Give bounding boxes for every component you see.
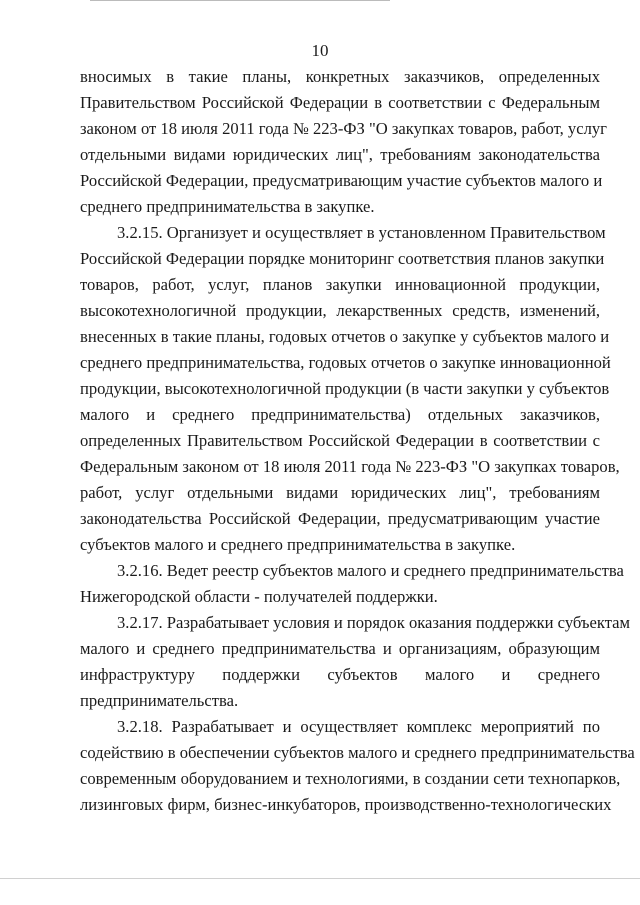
text-line: малого и среднего предпринимательства и организациям, образующим — [80, 639, 600, 658]
text-line: Российской Федерации, предусматривающим участие субъектов малого и — [80, 171, 603, 190]
paragraph-3-2-15-start: 3.2.15. Организует и осуществляет в установленном Правительством — [117, 223, 606, 242]
text-line: субъектов малого и среднего предпринимательства в закупке. — [80, 535, 516, 554]
text-line: высокотехнологичной продукции, лекарственных средств, изменений, — [80, 301, 600, 320]
text-line: отдельными видами юридических лиц", требованиям законодательства — [80, 145, 600, 164]
text-line: лизинговых фирм, бизнес-инкубаторов, производственно-технологических — [80, 795, 612, 814]
text-line: продукции, высокотехнологичной продукции (в части закупки у субъектов — [80, 379, 610, 398]
top-border-line — [90, 0, 390, 1]
text-line: среднего предпринимательства, годовых отчетов о закупке инновационной — [80, 353, 611, 372]
text-line: вносимых в такие планы, конкретных заказчиков, определенных — [80, 67, 600, 86]
text-line: Российской Федерации порядке мониторинг соответствия планов закупки — [80, 249, 605, 268]
text-line: законом от 18 июля 2011 года № 223-ФЗ "О закупках товаров, работ, услуг — [80, 119, 607, 138]
text-line: внесенных в такие планы, годовых отчетов о закупке у субъектов малого и — [80, 327, 610, 346]
text-line: работ, услуг отдельными видами юридических лиц", требованиям — [80, 483, 600, 502]
paragraph-3-2-17-start: 3.2.17. Разрабатывает условия и порядок оказания поддержки субъектам — [117, 613, 631, 632]
text-line: среднего предпринимательства в закупке. — [80, 197, 375, 216]
text-line: Федеральным законом от 18 июля 2011 года № 223-ФЗ "О закупках товаров, — [80, 457, 620, 476]
text-line: современным оборудованием и технологиями, в создании сети технопарков, — [80, 769, 621, 788]
text-line: товаров, работ, услуг, планов закупки инновационной продукции, — [80, 275, 600, 294]
text-line: Правительством Российской Федерации в соответствии с Федеральным — [80, 93, 600, 112]
bottom-scan-line — [0, 878, 640, 879]
text-line: малого и среднего предпринимательства) отдельных заказчиков, — [80, 405, 600, 424]
paragraph-3-2-16-start: 3.2.16. Ведет реестр субъектов малого и среднего предпринимательства — [117, 561, 624, 580]
paragraph-3-2-18-start: 3.2.18. Разрабатывает и осуществляет комплекс мероприятий по — [117, 717, 600, 736]
text-line: законодательства Российской Федерации, предусматривающим участие — [80, 509, 600, 528]
page-number: 10 — [311, 41, 329, 60]
text-line: определенных Правительством Российской Федерации в соответствии с — [80, 431, 600, 450]
text-line: инфраструктуру поддержки субъектов малого и среднего — [80, 665, 600, 684]
text-line: предпринимательства. — [80, 691, 239, 710]
text-line: содействию в обеспечении субъектов малого и среднего предпринимательства — [80, 743, 635, 762]
text-line: Нижегородской области - получателей поддержки. — [80, 587, 438, 606]
